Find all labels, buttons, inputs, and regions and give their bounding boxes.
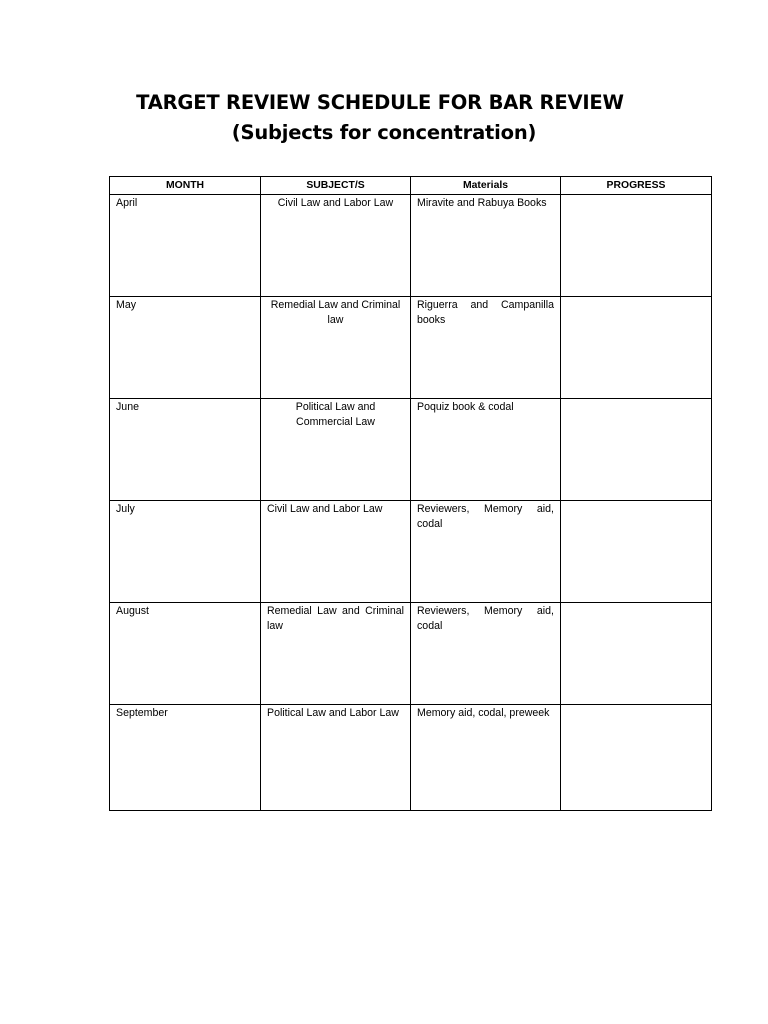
header-subjects: SUBJECT/S <box>261 177 411 195</box>
cell-subjects: Remedial Law and Criminal law <box>261 603 411 705</box>
header-month: MONTH <box>110 177 261 195</box>
cell-progress <box>561 195 712 297</box>
cell-month: June <box>110 399 261 501</box>
cell-materials: Poquiz book & codal <box>411 399 561 501</box>
header-progress: PROGRESS <box>561 177 712 195</box>
table-row <box>110 501 712 603</box>
cell-progress <box>561 705 712 811</box>
table-row <box>110 603 712 705</box>
cell-subjects: Civil Law and Labor Law <box>261 195 411 297</box>
cell-month: April <box>110 195 261 297</box>
cell-subjects: Civil Law and Labor Law <box>261 501 411 603</box>
cell-month: September <box>110 705 261 811</box>
cell-progress <box>561 297 712 399</box>
cell-subjects: Remedial Law and Criminal law <box>261 297 411 399</box>
cell-subjects: Political Law and Labor Law <box>261 705 411 811</box>
document-title: TARGET REVIEW SCHEDULE FOR BAR REVIEW <box>136 91 624 114</box>
table-row <box>110 195 712 297</box>
cell-progress <box>561 501 712 603</box>
review-schedule-table <box>109 176 712 811</box>
cell-materials: Memory aid, codal, preweek <box>411 705 561 811</box>
table-row <box>110 297 712 399</box>
table-row <box>110 705 712 811</box>
cell-subjects: Political Law and Commercial Law <box>261 399 411 501</box>
cell-materials: Reviewers, Memory aid, codal <box>411 603 561 705</box>
cell-progress <box>561 603 712 705</box>
cell-month: May <box>110 297 261 399</box>
header-materials: Materials <box>411 177 561 195</box>
table-header-row <box>110 177 712 195</box>
document-subtitle: (Subjects for concentration) <box>231 121 537 144</box>
cell-month: August <box>110 603 261 705</box>
cell-month: July <box>110 501 261 603</box>
cell-materials: Miravite and Rabuya Books <box>411 195 561 297</box>
cell-materials: Riguerra and Campanilla books <box>411 297 561 399</box>
cell-materials: Reviewers, Memory aid, codal <box>411 501 561 603</box>
cell-progress <box>561 399 712 501</box>
table-row <box>110 399 712 501</box>
